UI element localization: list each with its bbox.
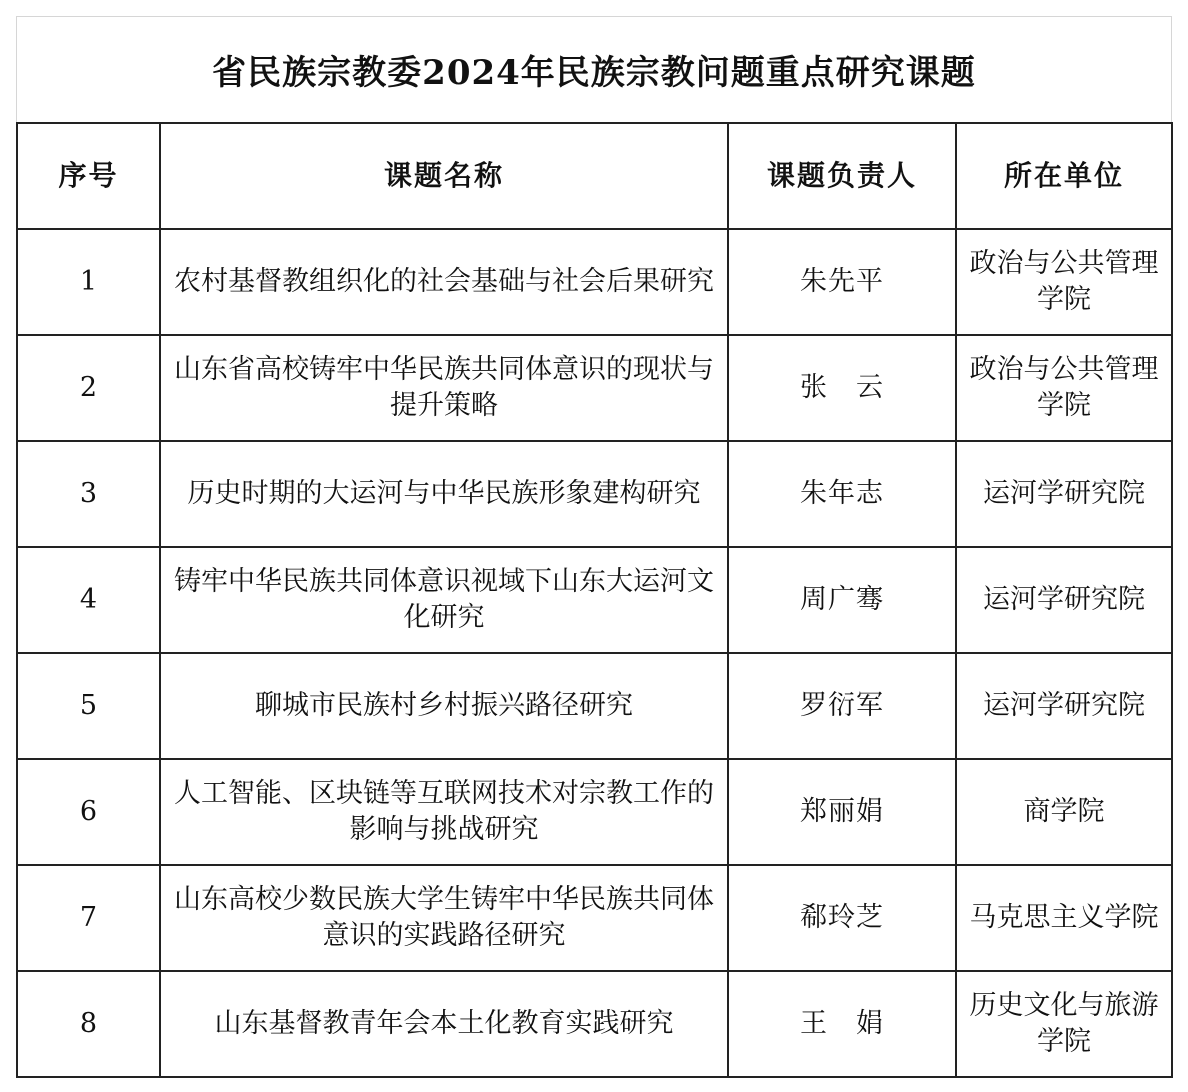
- row-unit: 运河学研究院: [956, 547, 1172, 653]
- row-topic: 农村基督教组织化的社会基础与社会后果研究: [160, 229, 728, 335]
- row-number: 6: [17, 759, 160, 865]
- header-unit: 所在单位: [956, 123, 1172, 229]
- table-row: [17, 335, 1172, 441]
- row-leader: 周广骞: [728, 547, 956, 653]
- row-leader: 罗衍军: [728, 653, 956, 759]
- table-row: [17, 653, 1172, 759]
- row-unit: 商学院: [956, 759, 1172, 865]
- row-number: 7: [17, 865, 160, 971]
- row-topic: 山东省高校铸牢中华民族共同体意识的现状与提升策略: [160, 335, 728, 441]
- header-topic: 课题名称: [160, 123, 728, 229]
- row-number: 2: [17, 335, 160, 441]
- table-row: [17, 229, 1172, 335]
- header-leader: 课题负责人: [728, 123, 956, 229]
- row-unit: 运河学研究院: [956, 653, 1172, 759]
- table-row: [17, 759, 1172, 865]
- row-topic: 铸牢中华民族共同体意识视域下山东大运河文化研究: [160, 547, 728, 653]
- row-topic: 山东基督教青年会本土化教育实践研究: [160, 971, 728, 1077]
- row-unit: 运河学研究院: [956, 441, 1172, 547]
- row-unit: 政治与公共管理学院: [956, 229, 1172, 335]
- document-title-box: [16, 16, 1172, 122]
- row-unit: 政治与公共管理学院: [956, 335, 1172, 441]
- table-row: [17, 441, 1172, 547]
- row-number: 1: [17, 229, 160, 335]
- table-row: [17, 547, 1172, 653]
- row-number: 5: [17, 653, 160, 759]
- row-number: 8: [17, 971, 160, 1077]
- document-title: 省民族宗教委2024年民族宗教问题重点研究课题: [212, 53, 976, 93]
- table-header-row: [17, 123, 1172, 229]
- row-leader: 朱年志: [728, 441, 956, 547]
- header-no: 序号: [17, 123, 160, 229]
- row-leader: 王 娟: [728, 971, 956, 1077]
- row-topic: 山东高校少数民族大学生铸牢中华民族共同体意识的实践路径研究: [160, 865, 728, 971]
- row-leader: 张 云: [728, 335, 956, 441]
- row-number: 4: [17, 547, 160, 653]
- row-leader: 朱先平: [728, 229, 956, 335]
- row-leader: 郑丽娟: [728, 759, 956, 865]
- row-topic: 人工智能、区块链等互联网技术对宗教工作的影响与挑战研究: [160, 759, 728, 865]
- table-row: [17, 865, 1172, 971]
- research-topics-table: [16, 122, 1173, 1078]
- row-topic: 聊城市民族村乡村振兴路径研究: [160, 653, 728, 759]
- row-leader: 郗玲芝: [728, 865, 956, 971]
- row-unit: 马克思主义学院: [956, 865, 1172, 971]
- row-topic: 历史时期的大运河与中华民族形象建构研究: [160, 441, 728, 547]
- table-row: [17, 971, 1172, 1077]
- row-unit: 历史文化与旅游学院: [956, 971, 1172, 1077]
- row-number: 3: [17, 441, 160, 547]
